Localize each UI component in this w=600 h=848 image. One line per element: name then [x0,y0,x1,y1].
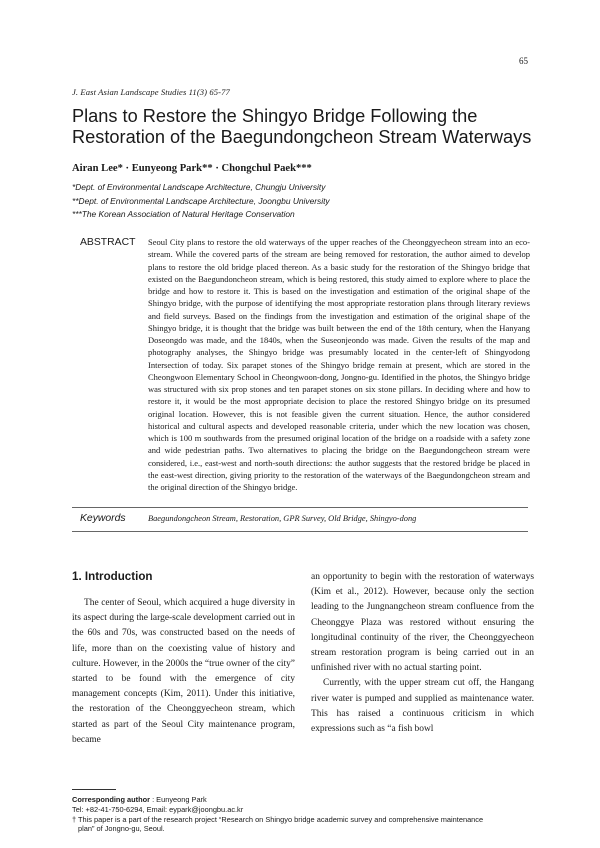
contact-info: Tel: +82-41-750-6294, Email: eypark@joongbu.ac.kr [72,804,244,814]
keywords-top-divider [72,507,528,508]
footnotes [72,795,532,834]
keywords-label: Keywords [80,513,126,524]
journal-citation: J. East Asian Landscape Studies 11(3) 65-77 [72,87,230,97]
corresponding-author-note [72,795,532,805]
page-number: 65 [519,56,528,66]
keywords-text: Baegundongcheon Stream, Restoration, GPR Survey, Old Bridge, Shingyo-dong [148,514,417,523]
affiliation-2: **Dept. of Environmental Landscape Architecture, Joongbu University [72,196,330,206]
abstract-label: ABSTRACT [80,237,136,248]
affiliation-1: *Dept. of Environmental Landscape Architecture, Chungju University [72,182,326,192]
body-paragraph: The center of Seoul, which acquired a huge diversity in its aspect during the large-scale development carried out in the 60s and 70s, was constructed based on the needs of life, more than on the coexisting value of history and culture. However, in the 2000s the “true owner of the city” started to be found with the emergence of city management concepts (Kim, 2011). Under this initiative, the restoration of the Cheonggyecheon stream, which started as part of the Seoul City maintenance program, became [72,598,295,745]
keywords-bottom-divider [72,531,528,532]
body-column-right [311,570,534,737]
funding-note-line1: † This paper is a part of the research project “Research on Shingyo bridge academic survey and comprehensive maintenance [72,814,484,824]
author-list: Airan Lee* · Eunyeong Park** · Chongchul Paek*** [72,163,312,174]
section-heading-introduction: 1. Introduction [72,570,153,583]
funding-note-line2: plan” of Jongno-gu, Seoul. [78,824,165,834]
corresponding-author-label: Corresponding author [72,795,151,804]
corresponding-author-name: : Eunyeong Park [150,795,207,804]
footnote-divider [72,789,116,790]
affiliation-3: ***The Korean Association of Natural Heritage Conservation [72,209,295,219]
body-paragraph: an opportunity to begin with the restoration of waterways (Kim et al., 2012). However, because only the section leading to the Jungnangcheon stream confluence from the Cheonggye Plaza was restored without ensuring the longitudinal continuity of the river, the Cheonggyecheon stream restoration program is being carried out in an unfinished river with no actual starting point. [311,572,534,674]
abstract-text: Seoul City plans to restore the old waterways of the upper reaches of the Cheonggyecheon stream into an eco-stream. While the covered parts of the stream are being removed for restoration, the author aimed to develop plans to restore the old bridge placed thereon. As a basic study for the restoration of the Shingyo bridge that existed on the Baegundoncheon stream, which is being restored, this study aimed to explore where to place the bridge and how to restore it. This is based on the investigation and estimation of the original shape of the Shingyo bridge, with the purpose of identifying the most appropriate restoration plans through literary reviews and field surveys. Based on the findings from the investigation and estimation of the original shape of the Shingyo bridge, it is thought that the bridge was built between the end of the 18th century, when the Hanyang Doseongdo was made, and the 1840s, when the Suseonjeondo was made. Given the results of the map and photography analyses, the Shingyo bridge was presumably located in the center-left of Shingyodong Intersection of today. Six parapet stones of the Shingyo bridge remain at present, which are stored in the Cheongwoon Elementary School in Cheongwoon-dong, Jongno-gu. Identified in the photos, the Shingyo bridge was structured with six prop stones and ten parapet stones on six stone pillars. In deciding where and how to restore it, it would be the most appropriate decision to place the restored Shingyo bridge on its presumed original location. However, this is not feasible given the current situation. Hence, the author considered historical and cultural aspects and developed reasonable criteria, under which the new location was chosen, which is 100 m southwards from the presumed original location of the bridge on a roadside with a safety zone and wide pedestrian paths. Two alternatives to placing the bridge on the Baegundongcheon stream were considered, i.e., east-west and north-south directions: the author suggests that the restored bridge be placed in the east-west direction, giving priority to the restoration of the waterways of the Baegundongcheon stream and the original direction of the Shingyo bridge. [148,237,530,492]
body-paragraph: Currently, with the upper stream cut off, the Hangang river water is pumped and supplied as maintenance water. This has raised a continuous criticism in which expressions such as “a fish bowl [311,678,534,735]
body-column-left [72,596,295,748]
paper-title: Plans to Restore the Shingyo Bridge Following the Restoration of the Baegundongcheon Stream Waterways [72,106,532,147]
